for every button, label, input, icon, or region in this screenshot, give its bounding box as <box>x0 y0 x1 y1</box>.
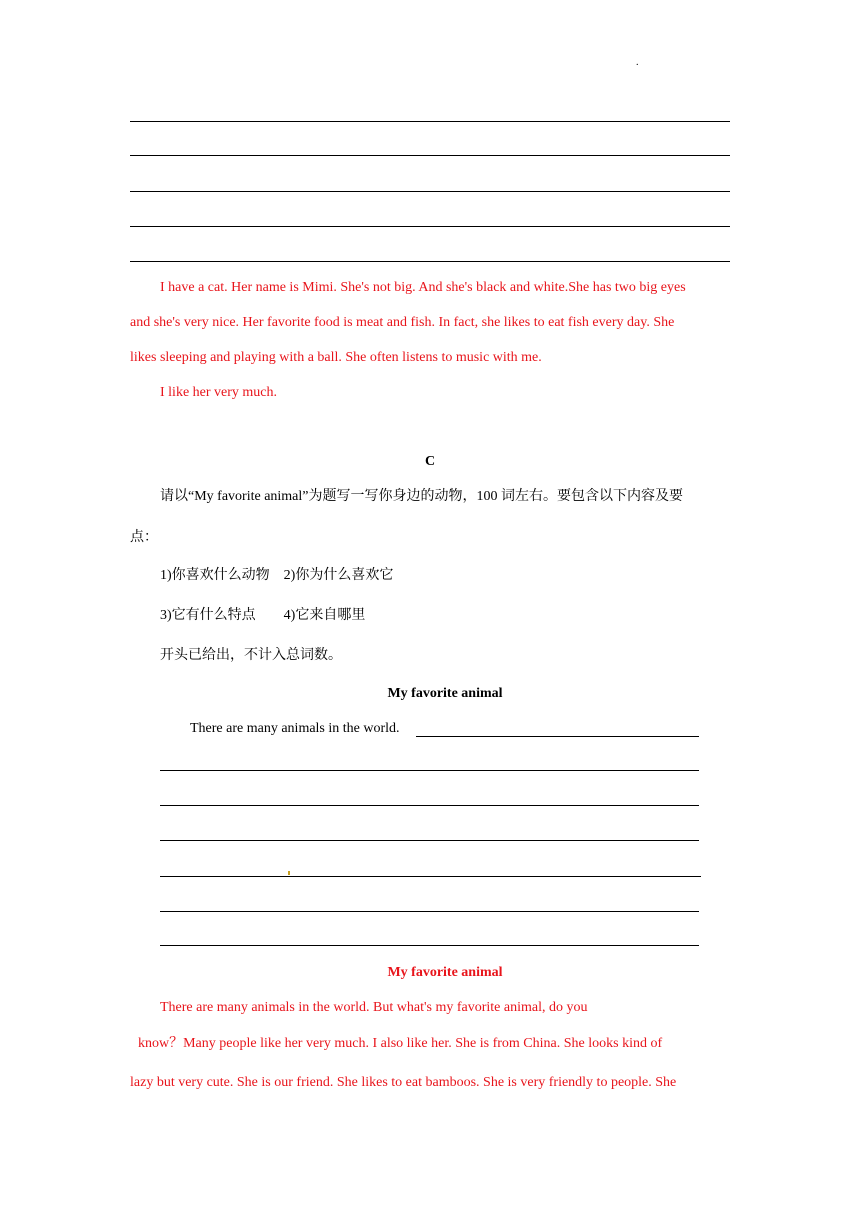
instruction-line-1: 请以“My favorite animal”为题写一写你身边的动物，100 词左右。要包含以下内容及要 <box>160 489 684 504</box>
blank-writing-line <box>416 736 699 737</box>
essay-opening: There are many animals in the world. <box>190 721 400 736</box>
section-heading: C <box>424 454 436 469</box>
blank-writing-line <box>130 226 730 227</box>
answer-title: My favorite animal <box>387 965 503 980</box>
top-dot: . <box>636 57 639 68</box>
points-row-2: 3)它有什么特点 4)它来自哪里 <box>160 608 366 623</box>
blank-writing-line <box>130 261 730 262</box>
answer-a-line-1: I have a cat. Her name is Mimi. She's not big. And she's black and white.She has two big eyes <box>160 280 686 295</box>
points-row-1: 1)你喜欢什么动物 2)你为什么喜欢它 <box>160 568 394 583</box>
blank-writing-line <box>160 945 699 946</box>
blank-writing-line <box>130 191 730 192</box>
answer-c-line-2: know？Many people like her very much. I also like her. She is from China. She looks kind of <box>138 1036 663 1051</box>
blank-writing-line <box>160 805 699 806</box>
instruction-line-2: 点： <box>130 530 158 545</box>
answer-a-line-4: I like her very much. <box>160 385 278 400</box>
answer-a-line-3: likes sleeping and playing with a ball. She often listens to music with me. <box>130 350 542 365</box>
blank-writing-line <box>130 121 730 122</box>
answer-c-line-1: There are many animals in the world. But what's my favorite animal, do you <box>160 1000 588 1015</box>
answer-a-line-2: and she's very nice. Her favorite food is meat and fish. In fact, she likes to eat fish every day. She <box>130 315 675 330</box>
stray-mark <box>288 871 290 875</box>
blank-writing-line <box>160 911 699 912</box>
blank-writing-line <box>160 840 699 841</box>
blank-writing-line <box>160 770 699 771</box>
answer-c-line-3: lazy but very cute. She is our friend. She likes to eat bamboos. She is very friendly to people. She <box>130 1075 677 1090</box>
essay-title: My favorite animal <box>387 686 503 701</box>
blank-writing-line <box>160 876 701 877</box>
instruction-note: 开头已给出，不计入总词数。 <box>160 648 342 663</box>
blank-writing-line <box>130 155 730 156</box>
